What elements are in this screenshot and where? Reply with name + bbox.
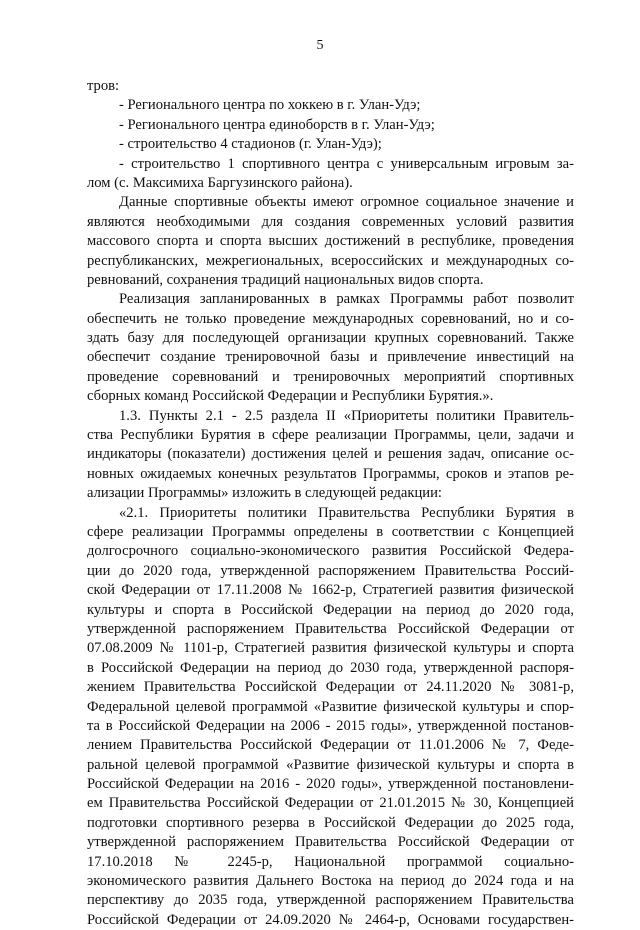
text-line: ревнований, сохранения традиций национальных видов спорта. [87,271,484,288]
text-line: жением Правительства Российской Федерации от 24.11.2020 № 3081-р, [87,679,574,696]
text-line: долгосрочного социально-экономического развития Российской Федера- [87,543,574,560]
text-line: ализации Программы» изложить в следующей редакции: [87,485,442,502]
text-line: - Регионального центра по хоккею в г. Улан-Удэ; [119,97,421,114]
text-line: ральной целевой программой «Развитие физической культуры и спорта в [87,756,574,773]
text-line: сборных команд Российской Федерации и Республики Бурятия.». [87,388,494,405]
text-line: перспективу до 2035 года, утвержденной распоряжением Правительства [87,892,574,909]
text-line: лением Правительства Российской Федерации от 11.01.2006 № 7, Феде- [87,737,574,754]
text-line: та в Российской Федерации на 2006 - 2015 годы», утвержденной постанов- [87,717,574,734]
text-line: утвержденной распоряжением Правительства Российской Федерации от [87,834,574,851]
text-line: - строительство 1 спортивного центра с универсальным игровым за- [119,155,574,172]
text-line: ства Республики Бурятия в сфере реализации Программы, цели, задачи и [87,427,574,444]
text-line: Данные спортивные объекты имеют огромное социальное значение и [119,194,574,211]
text-line: в Российской Федерации на период до 2030 года, утвержденной распоря- [87,659,574,676]
text-line: проведение соревнований и тренировочных мероприятий спортивных [87,368,574,385]
text-line: обеспечить не только проведение международных соревнований, но и со- [87,310,574,327]
text-line: культуры и спорта в Российской Федерации на период до 2020 года, [87,601,574,618]
text-line: - Регионального центра единоборств в г. Улан-Удэ; [119,116,435,133]
text-line: тров: [87,78,120,94]
text-line: экономического развития Дальнего Востока на период до 2024 года и на [87,873,574,890]
body-text [87,77,574,930]
text-line: лом (с. Максимиха Баргузинского района). [87,174,353,191]
text-line: «2.1. Приоритеты политики Правительства Республики Бурятия в [119,504,574,521]
text-line: обеспечит создание тренировочной базы и привлечение инвестиций на [87,349,574,366]
text-line: массового спорта и спорта высших достижений в республике, проведения [87,233,574,250]
text-line: ской Федерации от 17.11.2008 № 1662-р, Стратегией развития физической [87,582,574,599]
text-line: ем Правительства Российской Федерации от 21.01.2015 № 30, Концепцией [87,795,574,812]
text-line: Российской Федерации от 24.09.2020 № 2464-р, Основами государствен- [87,911,574,928]
text-line: - строительство 4 стадионов (г. Улан-Удэ); [119,136,382,153]
text-line: 07.08.2009 № 1101-р, Стратегией развития физической культуры и спорта [87,640,574,657]
text-line: подготовки спортивного резерва в Российской Федерации до 2025 года, [87,814,574,831]
text-line: сфере реализации Программы определены в соответствии с Концепцией [87,523,574,540]
text-line: индикаторы (показатели) достижения целей и решения задач, описание ос- [87,446,574,463]
page-number: 5 [316,38,324,53]
text-line: здать базу для последующей организации крупных соревнований. Также [87,330,574,347]
text-line: являются необходимыми для создания современных условий развития [87,213,574,230]
text-line: 17.10.2018 № 2245-р, Национальной программой социально- [87,853,574,870]
text-line: Российской Федерации на 2016 - 2020 годы», утвержденной постановлени- [87,776,574,793]
text-line: Федеральной целевой программой «Развитие физической культуры и спор- [87,698,574,715]
text-line: Реализация запланированных в рамках Программы работ позволит [119,291,574,308]
text-line: республиканских, межрегиональных, всероссийских и международных со- [87,252,574,269]
text-line: новных ожидаемых конечных результатов Программы, сроков и этапов ре- [87,465,574,482]
text-line: ции до 2020 года, утвержденной распоряжением Правительства Россий- [87,562,574,579]
text-line: 1.3. Пункты 2.1 - 2.5 раздела II «Приоритеты политики Правитель- [119,407,574,424]
text-line: утвержденной распоряжением Правительства Российской Федерации от [87,620,574,637]
